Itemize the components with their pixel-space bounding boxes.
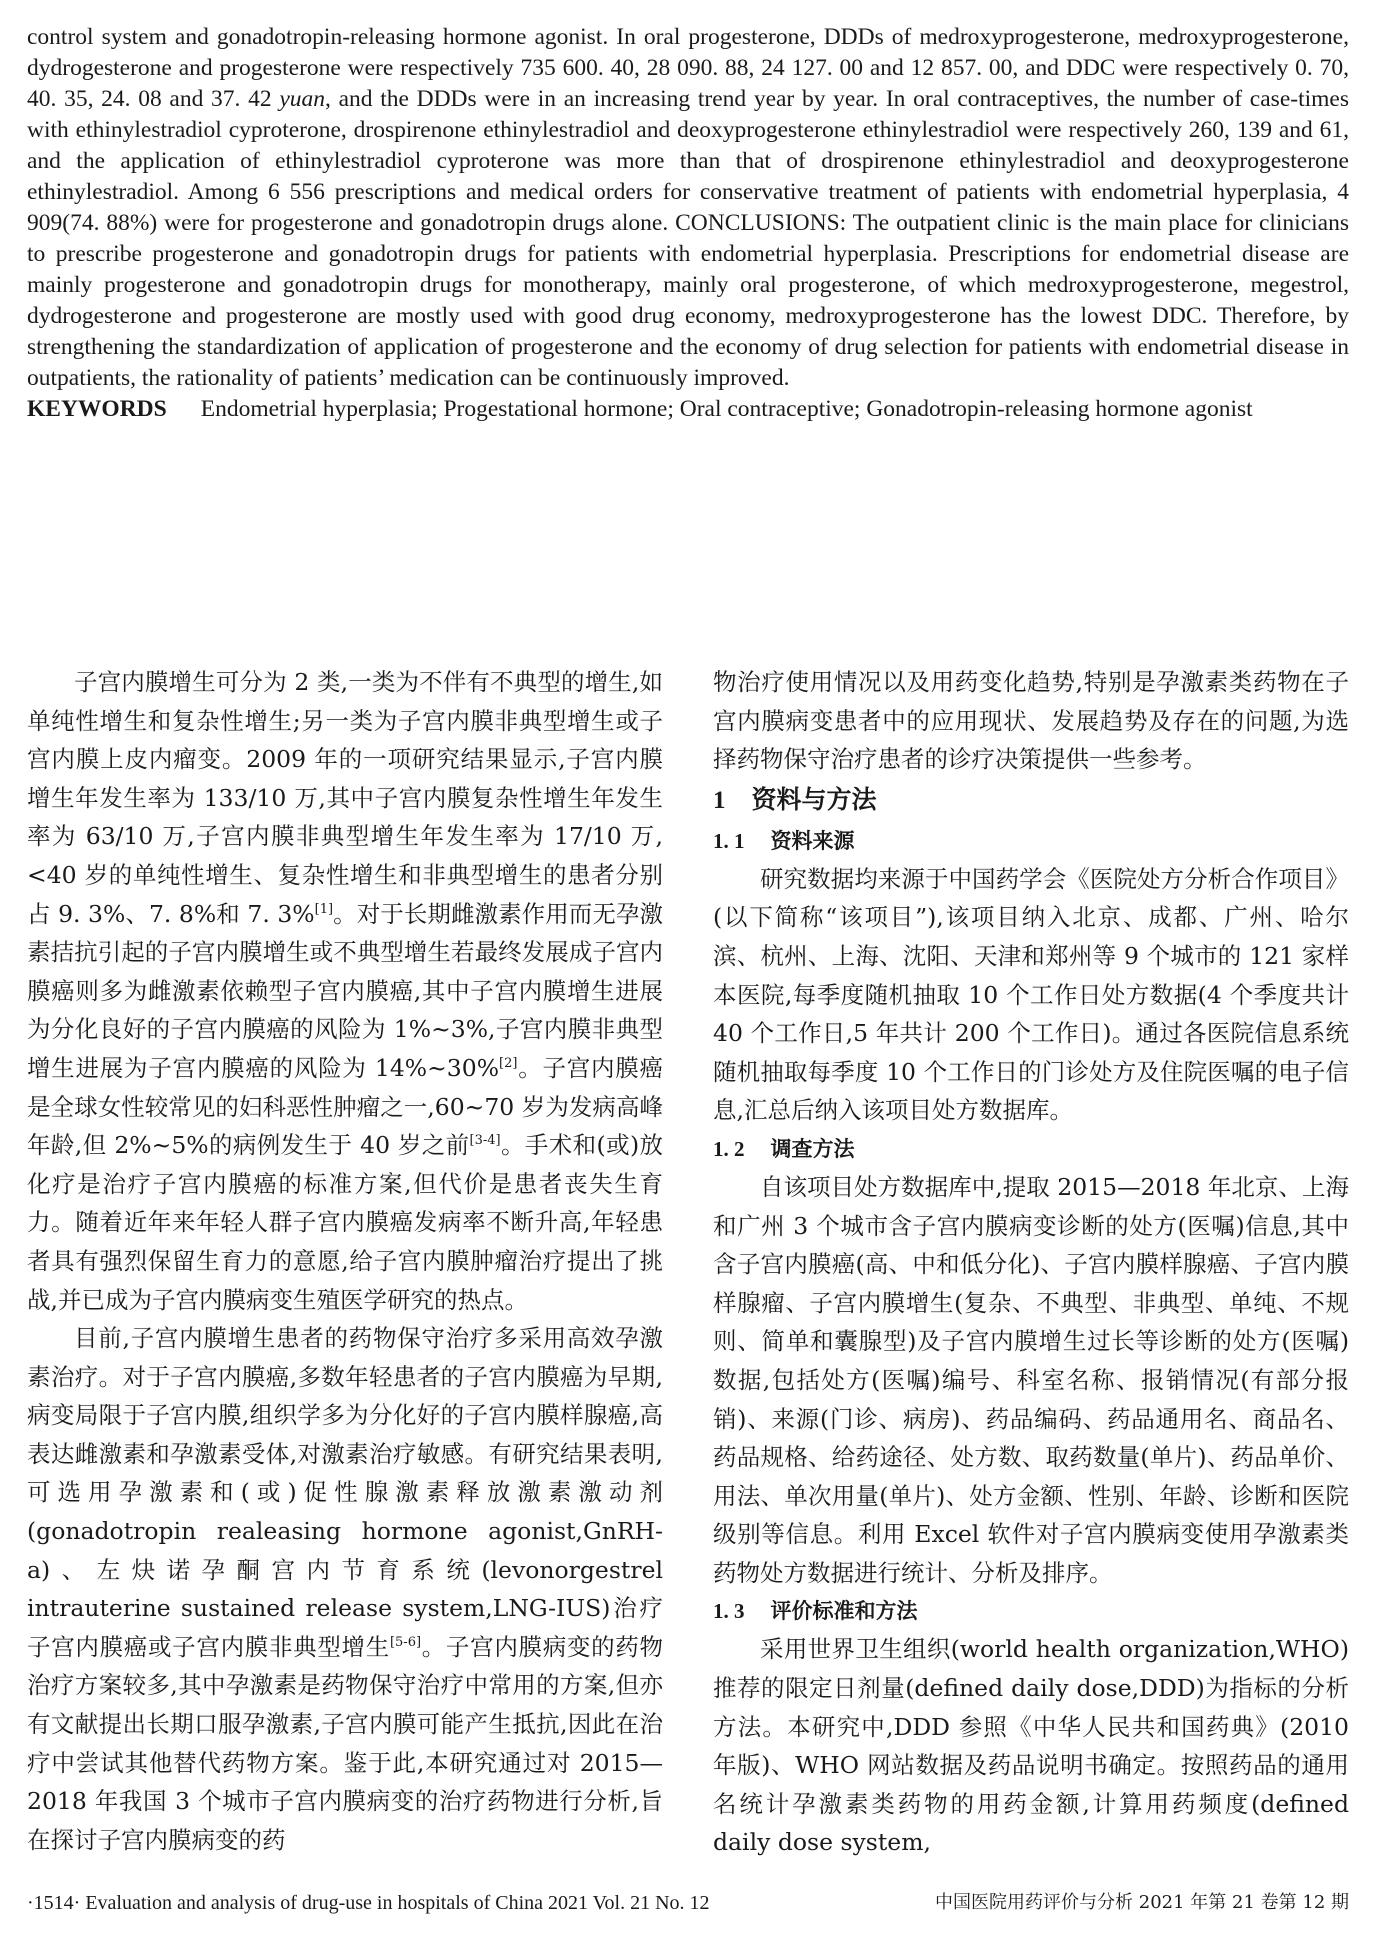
- citation-ref[interactable]: [3-4]: [469, 1133, 501, 1149]
- evaluation-method-paragraph: 采用世界卫生组织(world health organization,WHO)推荐的限定日剂量(defined daily dose,DDD)为指标的分析方法。本研究中,DDD 参照《中华人民共和国药典》(2010 年版)、WHO 网站数据及药品说明书确定。按照药品的通用名统计孕激素类药物的用药金额,计算用药频度(defined daily dose system,: [713, 1635, 1349, 1857]
- right-column: [713, 663, 1349, 1862]
- subsection-title: 资料来源: [770, 828, 855, 853]
- keywords: [27, 394, 1349, 425]
- keywords-label: KEYWORDS: [27, 396, 167, 422]
- subsection-number: 1. 1: [713, 828, 745, 853]
- text-segment: 目前,子宫内膜增生患者的药物保守治疗多采用高效孕激素治疗。对于子宫内膜癌,多数年轻患者的子宫内膜癌为早期,病变局限于子宫内膜,组织学多为分化好的子宫内膜样腺癌,高表达雌激素和孕激素受体,对激素治疗敏感。有研究结果表明,可选用孕激素和(或)促性腺激素释放激素激动剂(gonadotropin realeasing hormone agonist,GnRH-a)、左炔诺孕酮宫内节育系统(levonorgestrel intrauterine sustained release system,LNG-IUS)治疗子宫内膜癌或子宫内膜非典型增生: [27, 1324, 663, 1661]
- subsection-title: 评价标准和方法: [770, 1599, 918, 1624]
- text-segment: 。对于长期雌激素作用而无孕激素拮抗引起的子宫内膜增生或不典型增生若最终发展成子宫内膜癌则多为雌激素依赖型子宫内膜癌,其中子宫内膜增生进展为分化良好的子宫内膜癌的风险为 1%~3%,子宫内膜非典型增生进展为子宫内膜癌的风险为 14%~30%: [27, 899, 664, 1082]
- citation-ref[interactable]: [1]: [314, 901, 334, 917]
- abstract-text: [27, 22, 1349, 394]
- data-source-paragraph: 研究数据均来源于中国药学会《医院处方分析合作项目》(以下简称“该项目”),该项目纳入北京、成都、广州、哈尔滨、杭州、上海、沈阳、天津和郑州等 9 个城市的 121 家样本医院,每季度随机抽取 10 个工作日处方数据(4 个季度共计 40 个工作日,5 年共计 200 个工作日)。通过各医院信息系统随机抽取每季度 10 个工作日的门诊处方及住院医嘱的电子信息,汇总后纳入该项目处方数据库。: [713, 864, 1349, 1125]
- subsection-number: 1. 3: [713, 1599, 745, 1624]
- intro-paragraph-continued: 物治疗使用情况以及用药变化趋势,特别是孕激素类药物在子宫内膜病变患者中的应用现状、发展趋势及存在的问题,为选择药物保守治疗患者的诊疗决策提供一些参考。: [713, 668, 1349, 774]
- citation-ref[interactable]: [2]: [499, 1055, 518, 1071]
- page-footer: [27, 1888, 1349, 1918]
- text-segment: 。子宫内膜癌是全球女性较常见的妇科恶性肿瘤之一,60~70 岁为发病高峰年龄,但 2%~5%的病例发生于 40 岁之前: [27, 1053, 664, 1160]
- subsection-number: 1. 2: [713, 1136, 745, 1161]
- left-column: [27, 663, 663, 1859]
- text-segment: 。子宫内膜病变的药物治疗方案较多,其中孕激素是药物保守治疗中常用的方案,但亦有文献提出长期口服孕激素,子宫内膜可能产生抵抗,因此在治疗中尝试其他替代药物方案。鉴于此,本研究通过对 2015—2018 年我国 3 个城市子宫内膜病变的治疗药物进行分析,旨在探讨子宫内膜病变的药: [27, 1632, 663, 1854]
- subsection-title: 调查方法: [770, 1136, 855, 1161]
- currency-unit: yuan: [279, 86, 325, 112]
- subsection-heading-1-2: [713, 1130, 1349, 1168]
- subsection-heading-1-3: [713, 1592, 1349, 1630]
- abstract-text-part2: , and the DDDs were in an increasing trend year by year. In oral contraceptives, the number of case-times with ethinylestradiol cyproterone, drospirenone ethinylestradiol and deoxyprogesterone ethinylestradiol were respectively 260, 139 and 61, and the application of ethinylestradiol cyproterone was more than that of drospirenone ethinylestradiol and deoxyprogesterone ethinylestradiol. Among 6 556 prescriptions and medical orders for conservative treatment of patients with endometrial hyperplasia, 4 909(74. 88%) were for progesterone and gonadotropin drugs alone. CONCLUSIONS: The outpatient clinic is the main place for clinicians to prescribe progesterone and gonadotropin drugs for patients with endometrial hyperplasia. Prescriptions for endometrial disease are mainly progesterone and gonadotropin drugs for monotherapy, mainly oral progesterone, of which medroxyprogesterone, megestrol, dydrogesterone and progesterone are mostly used with good drug economy, medroxyprogesterone has the lowest DDC. Therefore, by strengthening the standardization of application of progesterone and the economy of drug selection for patients with endometrial disease in outpatients, the rationality of patients’ medication can be continuously improved.: [27, 86, 1349, 391]
- text-segment: 子宫内膜增生可分为 2 类,一类为不伴有不典型的增生,如单纯性增生和复杂性增生;另一类为子宫内膜非典型增生或子宫内膜上皮内瘤变。2009 年的一项研究结果显示,子宫内膜增生年发生率为 133/10 万,其中子宫内膜复杂性增生年发生率为 63/10 万,子宫内膜非典型增生年发生率为 17/10 万,<40 岁的单纯性增生、复杂性增生和非典型增生的患者分别占 9. 3%、7. 8%和 7. 3%: [27, 668, 663, 928]
- section-heading-1: [713, 779, 1349, 822]
- subsection-heading-1-1: [713, 822, 1349, 860]
- keywords-list: Endometrial hyperplasia; Progestational hormone; Oral contraceptive; Gonadotropin-releasing hormone agonist: [200, 396, 1253, 422]
- section-title: 资料与方法: [751, 784, 877, 814]
- intro-paragraph-1: [27, 663, 663, 1319]
- abstract-text-part1: control system and gonadotropin-releasing hormone agonist. In oral progesterone, DDDs of medroxyprogesterone, medroxyprogesterone, dydrogesterone and progesterone were respectively 735 600. 40, 28 090. 88, 24 127. 00 and 12 857. 00, and DDC were respectively 0. 70, 40. 35, 24. 08 and 37. 42: [27, 24, 1349, 112]
- footer-journal-chinese: 中国医院用药评价与分析 2021 年第 21 卷第 12 期: [935, 1892, 1349, 1913]
- text-segment: 。手术和(或)放化疗是治疗子宫内膜癌的标准方案,但代价是患者丧失生育力。随着近年来年轻人群子宫内膜癌发病率不断升高,年轻患者具有强烈保留生育力的意愿,给子宫内膜肿瘤治疗提出了挑战,并已成为子宫内膜病变生殖医学研究的热点。: [27, 1131, 663, 1314]
- survey-method-paragraph: 自该项目处方数据库中,提取 2015—2018 年北京、上海和广州 3 个城市含子宫内膜病变诊断的处方(医嘱)信息,其中含子宫内膜癌(高、中和低分化)、子宫内膜样腺癌、子宫内膜样腺瘤、子宫内膜增生(复杂、不典型、非典型、单纯、不规则、简单和囊腺型)及子宫内膜增生过长等诊断的处方(医嘱)数据,包括处方(医嘱)编号、科室名称、报销情况(有部分报销)、来源(门诊、病房)、药品编码、药品通用名、商品名、药品规格、给药途径、处方数、取药数量(单片)、药品单价、用法、单次用量(单片)、处方金额、性别、年龄、诊断和医院级别等信息。利用 Excel 软件对子宫内膜病变使用孕激素类药物处方数据进行统计、分析及排序。: [713, 1172, 1349, 1587]
- citation-ref[interactable]: [5-6]: [389, 1634, 422, 1650]
- abstract-section: [27, 22, 1349, 425]
- section-number: 1: [713, 786, 726, 814]
- intro-paragraph-2: [27, 1319, 663, 1859]
- footer-journal-english: ·1514· Evaluation and analysis of drug-use in hospitals of China 2021 Vol. 21 No. 12: [27, 1892, 710, 1914]
